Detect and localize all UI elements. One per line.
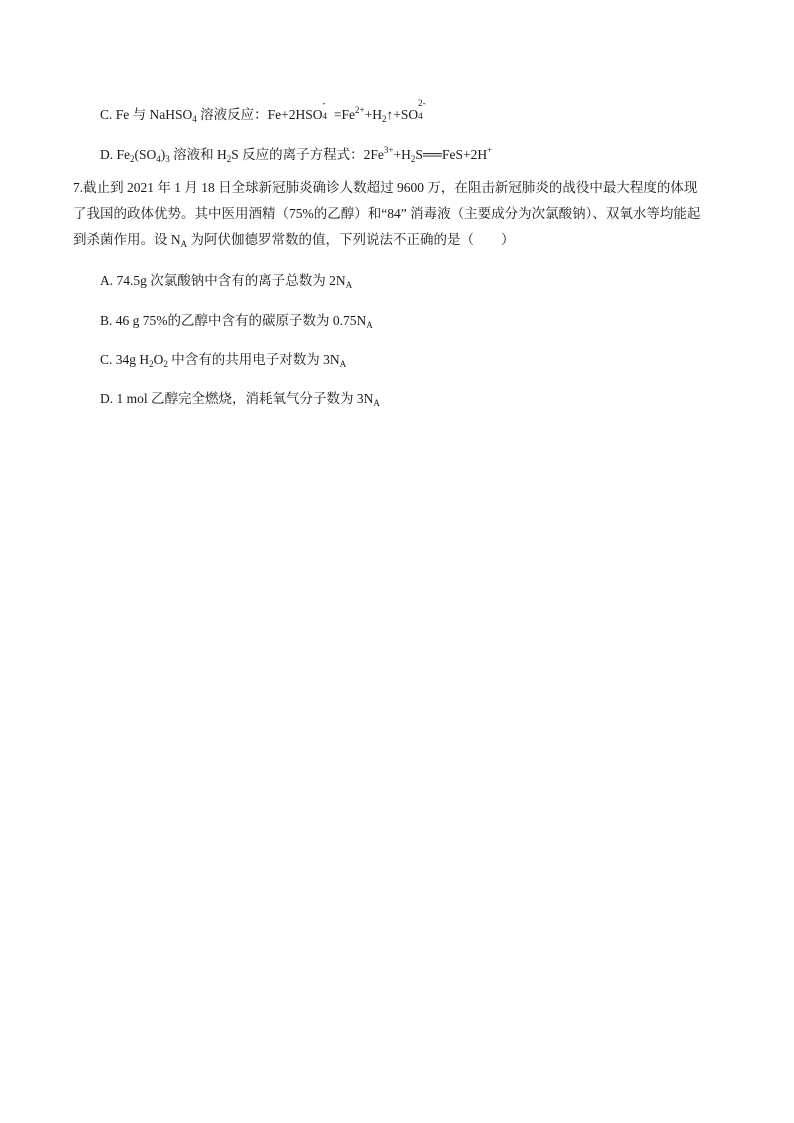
subscript: A — [180, 239, 188, 249]
subscript: A — [345, 280, 353, 290]
subscript: 4 — [192, 114, 197, 124]
ion-charge-stack — [418, 98, 426, 121]
text-run: D. 1 mol 乙醇完全燃烧，消耗氧气分子数为 3N — [100, 391, 374, 406]
superscript: 2+ — [355, 105, 365, 115]
subscript: A — [339, 359, 347, 369]
subscript: 4 — [156, 154, 161, 164]
text-run: ↑+SO — [386, 107, 419, 122]
subscript: 2 — [149, 359, 154, 369]
subscript: 4 — [322, 111, 328, 121]
option-b-q7 — [100, 312, 373, 334]
text-run: S══FeS+2H — [415, 147, 488, 162]
superscript: 2- — [418, 98, 426, 108]
option-c-q7 — [100, 351, 346, 373]
text-run: =Fe — [330, 107, 356, 122]
option-d-q7 — [100, 390, 380, 412]
subscript: 2 — [130, 154, 135, 164]
text-run: 溶液和 H — [169, 147, 227, 162]
text-run: 为阿伏伽德罗常数的值，下列说法不正确的是（ ） — [187, 232, 515, 247]
text-run: 溶液反应：Fe+2HSO — [196, 107, 323, 122]
superscript: + — [487, 145, 493, 155]
text-run: C. 34g H — [100, 352, 150, 367]
subscript: 3 — [165, 154, 170, 164]
text-run: (SO — [134, 147, 157, 162]
ion-charge-stack — [322, 98, 331, 121]
subscript: 2 — [163, 359, 168, 369]
subscript: A — [373, 398, 380, 408]
subscript: 4 — [418, 111, 423, 121]
option-d-q6 — [100, 141, 492, 168]
superscript: - — [322, 98, 326, 108]
text-run: B. 46 g 75%的乙醇中含有的碳原子数为 0.75N — [100, 313, 367, 328]
text-run: +H — [393, 147, 411, 162]
text-run: ) — [160, 147, 166, 162]
text-run: S 反应的离子方程式：2Fe — [231, 147, 384, 162]
option-a-q7 — [100, 272, 352, 294]
text-run: O — [153, 352, 164, 367]
subscript: 2 — [381, 114, 387, 124]
question-7-line-3 — [73, 231, 515, 253]
text-run: A. 74.5g 次氯酸钠中含有的离子总数为 2N — [100, 273, 346, 288]
question-7-line-1: 7.截止到 2021 年 1 月 18 日全球新冠肺炎确诊人数超过 9600 万，在阻击新冠肺炎的战役中最大程度的体现 — [73, 180, 698, 195]
question-7-line-2: 了我国的政体优势。其中医用酒精（75%的乙醇）和“84” 消毒液（主要成分为次氯酸钠）、双氧水等均能起 — [73, 206, 701, 221]
subscript: 2 — [226, 154, 232, 164]
text-run: C. Fe 与 NaHSO — [100, 107, 193, 122]
text-run: 到杀菌作用。设 N — [73, 232, 181, 247]
text-run: +H — [364, 107, 382, 122]
superscript: 3+ — [383, 145, 394, 155]
subscript: 2 — [410, 154, 416, 164]
text-run: D. Fe — [100, 147, 130, 162]
subscript: A — [366, 320, 373, 330]
option-c-q6 — [100, 98, 426, 128]
text-run: 中含有的共用电子对数为 3N — [167, 352, 340, 367]
